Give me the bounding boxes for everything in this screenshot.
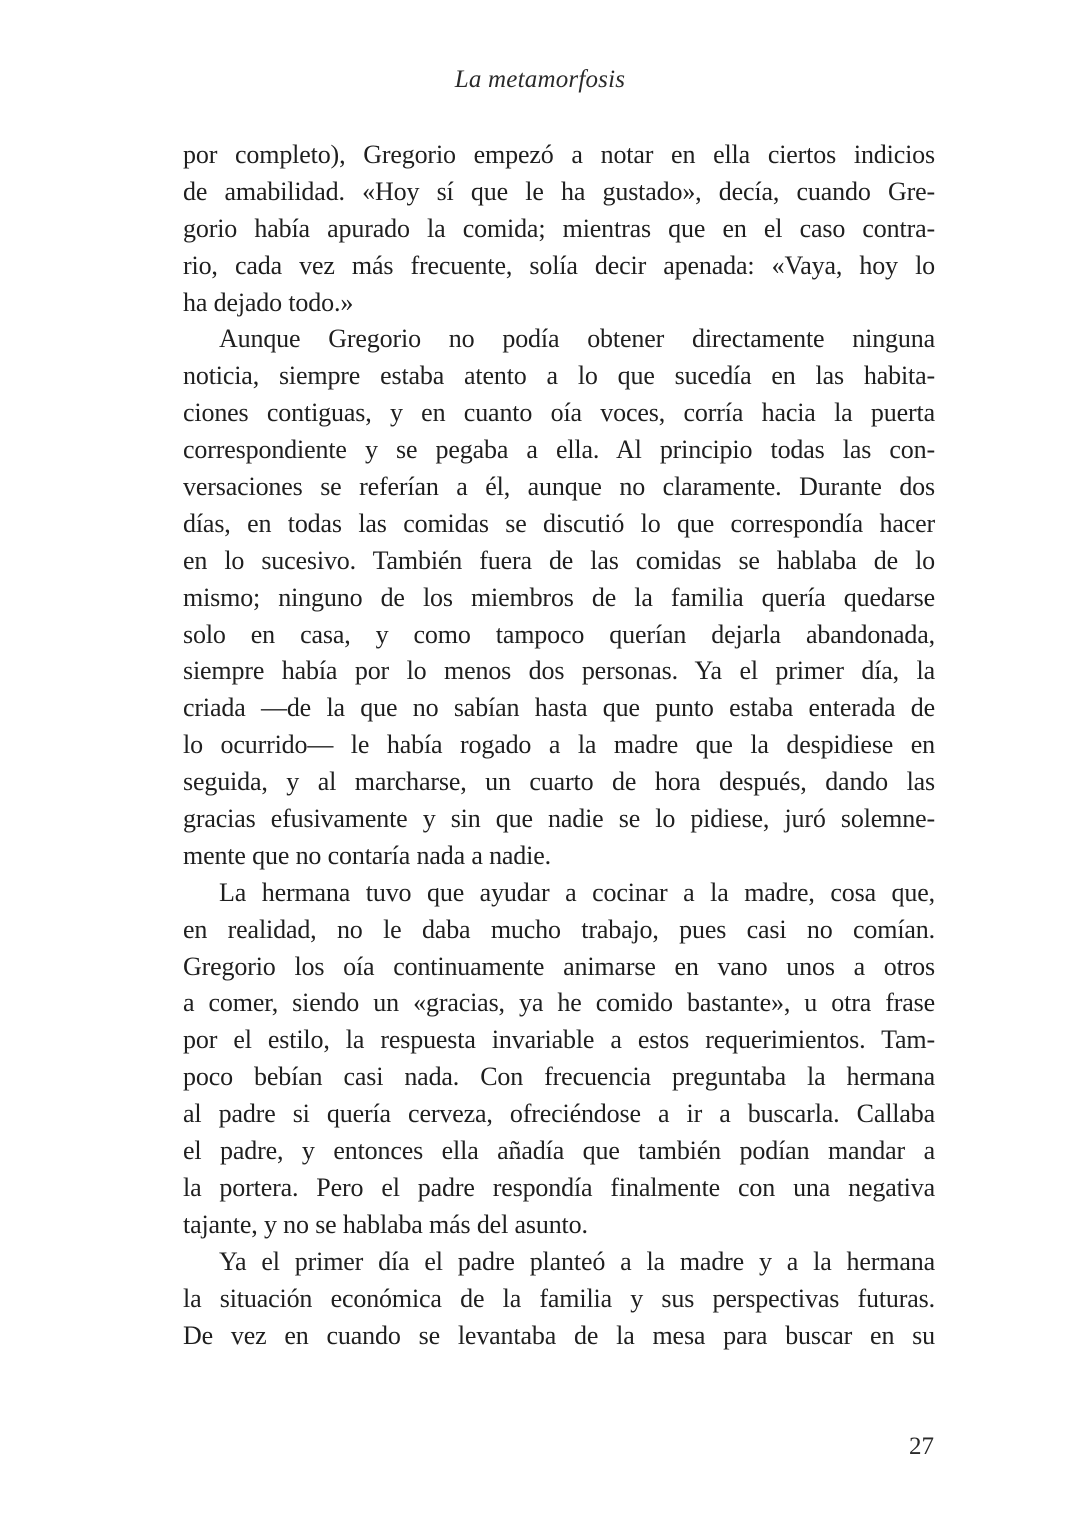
paragraph [183, 137, 935, 321]
text-line: en lo sucesivo. También fuera de las comidas se hablaba de lo [183, 545, 935, 575]
text-line: por el estilo, la respuesta invariable a estos requerimientos. Tam- [183, 1025, 935, 1055]
text-line: en realidad, no le daba mucho trabajo, pues casi no comían. [183, 914, 935, 944]
text-line: tajante, y no se hablaba más del asunto. [183, 1209, 588, 1239]
text-line: solo en casa, y como tampoco querían dejarla abandonada, [183, 619, 935, 649]
text-line: La hermana tuvo que ayudar a cocinar a la madre, cosa que, [219, 877, 935, 907]
text-line: por completo), Gregorio empezó a notar en ella ciertos indicios [183, 140, 935, 169]
paragraph [183, 875, 935, 1244]
text-line: poco bebían casi nada. Con frecuencia preguntaba la hermana [183, 1062, 935, 1092]
text-line: a comer, siendo un «gracias, ya he comido bastante», u otra frase [183, 988, 935, 1018]
text-line: gorio había apurado la comida; mientras que en el caso contra- [183, 213, 935, 243]
text-line: rio, cada vez más frecuente, solía decir apenada: «Vaya, hoy lo [183, 250, 935, 280]
text-line: ciones contiguas, y en cuanto oía voces, corría hacia la puerta [183, 398, 935, 428]
text-line: siempre había por lo menos dos personas. Ya el primer día, la [183, 656, 935, 686]
text-line: mismo; ninguno de los miembros de la familia quería quedarse [183, 582, 935, 612]
running-head: La metamorfosis [454, 66, 626, 93]
text-line: lo ocurrido— le había rogado a la madre que la despidiese en [183, 730, 935, 760]
text-line: el padre, y entonces ella añadía que también podían mandar a [183, 1136, 935, 1166]
text-line: días, en todas las comidas se discutió lo que correspondía hacer [183, 508, 935, 538]
paragraph [183, 321, 935, 874]
paragraph [183, 1244, 935, 1355]
text-line: De vez en cuando se levantaba de la mesa para buscar en su [183, 1320, 935, 1350]
text-line: mente que no contaría nada a nadie. [183, 840, 551, 870]
body-text [183, 137, 935, 1354]
text-line: Ya el primer día el padre planteó a la madre y a la hermana [219, 1246, 935, 1276]
text-line: ha dejado todo.» [183, 287, 354, 317]
text-line: la situación económica de la familia y sus perspectivas futuras. [183, 1283, 935, 1313]
text-line: versaciones se referían a él, aunque no claramente. Durante dos [183, 472, 935, 502]
text-line: la portera. Pero el padre respondía finalmente con una negativa [183, 1172, 935, 1202]
text-line: criada —de la que no sabían hasta que punto estaba enterada de [183, 693, 935, 723]
page-number: 27 [909, 1433, 934, 1460]
text-line: noticia, siempre estaba atento a lo que sucedía en las habita- [183, 361, 935, 391]
text-line: seguida, y al marcharse, un cuarto de hora después, dando las [183, 767, 935, 797]
text-line: correspondiente y se pegaba a ella. Al principio todas las con- [183, 435, 935, 465]
text-line: Aunque Gregorio no podía obtener directamente ninguna [219, 324, 935, 354]
text-line: gracias efusivamente y sin que nadie se lo pidiese, juró solemne- [183, 804, 935, 834]
text-line: Gregorio los oía continuamente animarse en vano unos a otros [183, 951, 935, 981]
text-line: al padre si quería cerveza, ofreciéndose a ir a buscarla. Callaba [183, 1099, 935, 1129]
text-line: de amabilidad. «Hoy sí que le ha gustado», decía, cuando Gre- [183, 176, 935, 206]
